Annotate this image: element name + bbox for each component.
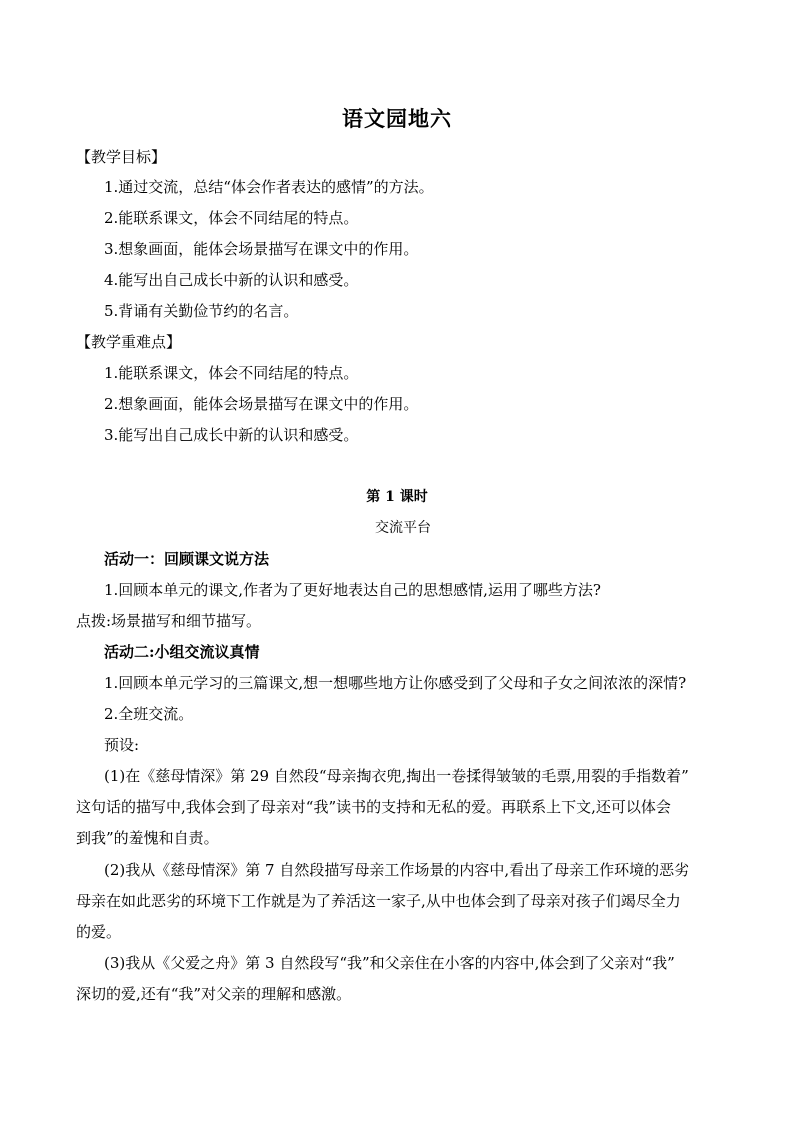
- goals-heading: 【教学目标】: [76, 148, 167, 166]
- goal-item: 3.想象画面，能体会场景描写在课文中的作用。: [104, 240, 419, 258]
- preset-line: (1)在《慈母情深》第 29 自然段“母亲掏衣兜,掏出一卷揉得皱皱的毛票,用裂的手指数着”: [104, 767, 689, 785]
- lesson-subtitle: 交流平台: [375, 520, 431, 536]
- preset-line: 这句话的描写中,我体会到了母亲对“我”读书的支持和无私的爱。再联系上下文,还可以体会: [76, 798, 671, 816]
- key-point-item: 1.能联系课文，体会不同结尾的特点。: [104, 364, 359, 382]
- activity1-hint: 点拨:场景描写和细节描写。: [76, 612, 262, 630]
- activity2-item: 预设:: [104, 736, 140, 754]
- activity2-item: 2.全班交流。: [104, 705, 194, 723]
- goal-item: 1.通过交流，总结“体会作者表达的感情”的方法。: [104, 178, 434, 196]
- activity1-question: 1.回顾本单元的课文,作者为了更好地表达自己的思想感情,运用了哪些方法?: [104, 581, 601, 599]
- key-point-item: 3.能写出自己成长中新的认识和感受。: [104, 426, 359, 444]
- key-points-heading: 【教学重难点】: [76, 333, 182, 351]
- goal-item: 5.背诵有关勤俭节约的名言。: [104, 302, 299, 320]
- preset-line: (2)我从《慈母情深》第 7 自然段描写母亲工作场景的内容中,看出了母亲工作环境的恶劣: [104, 861, 690, 879]
- goal-item: 2.能联系课文，体会不同结尾的特点。: [104, 209, 359, 227]
- preset-line: 的爱。: [76, 923, 122, 941]
- preset-line: 母亲在如此恶劣的环境下工作就是为了养活这一家子,从中也体会到了母亲对孩子们竭尽全力: [76, 892, 681, 910]
- activity2-item: 1.回顾本单元学习的三篇课文,想一想哪些地方让你感受到了父母和子女之间浓浓的深情?: [104, 674, 687, 692]
- goal-item: 4.能写出自己成长中新的认识和感受。: [104, 271, 359, 289]
- lesson-period: 第 1 课时: [366, 489, 428, 505]
- page-title: 语文园地六: [342, 106, 452, 131]
- preset-line: (3)我从《父爱之舟》第 3 自然段写“我”和父亲住在小客的内容中,体会到了父亲对“我”: [104, 954, 675, 972]
- activity1-heading: 活动一：回顾课文说方法: [104, 550, 270, 568]
- preset-line: 深切的爱,还有“我”对父亲的理解和感激。: [76, 985, 352, 1003]
- activity2-heading: 活动二:小组交流议真情: [104, 643, 260, 661]
- preset-line: 到我”的羞愧和自责。: [76, 829, 219, 847]
- key-point-item: 2.想象画面，能体会场景描写在课文中的作用。: [104, 395, 419, 413]
